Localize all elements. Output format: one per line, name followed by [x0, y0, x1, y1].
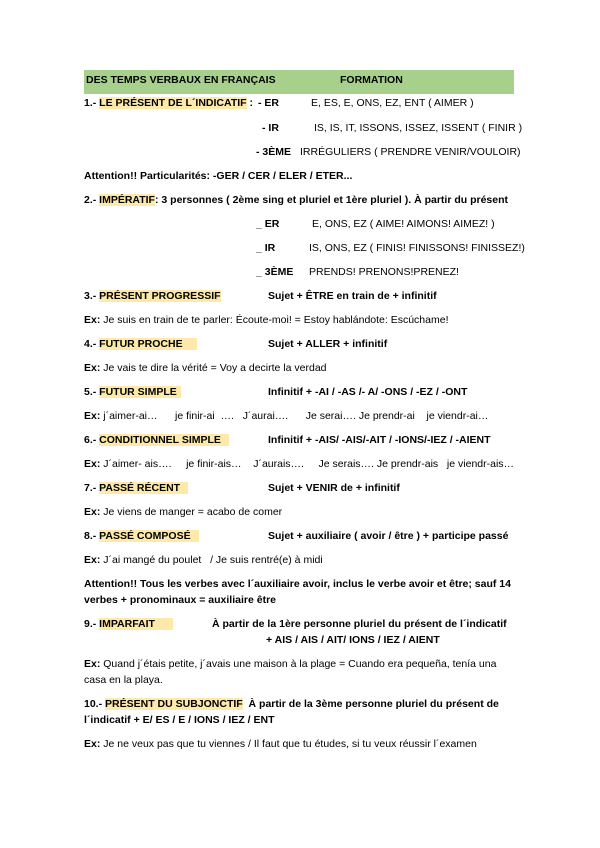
s5-formation: Infinitif + -AI / -AS /- A/ -ONS / -EZ / -ONT: [268, 386, 468, 398]
header-formation: FORMATION: [340, 74, 403, 86]
s1-group-ir: - IR: [262, 122, 279, 134]
s8-attention-line-2: verbes + pronominaux = auxiliaire être: [84, 594, 276, 606]
s9-formation-line-2: + AIS / AIS / AIT/ IONS / IEZ / AIENT: [266, 634, 440, 646]
section-8-heading: 8.- PASSÉ COMPOSÉ: [84, 529, 199, 543]
s9-example-line-2: casa en la playa.: [84, 674, 163, 686]
s2-endings-3eme: PRENDS! PRENONS!PRENEZ!: [309, 266, 459, 278]
section-9-heading: 9.- IMPARFAIT: [84, 617, 173, 631]
section-3-title: PRÉSENT PROGRESSIF: [99, 290, 221, 302]
s6-example: Ex: J´aimer- ais…. je finir-ais… J´aurais…. Je serais…. Je prendr-ais je viendr-ais…: [84, 458, 515, 470]
s2-group-3eme: _ 3ÈME: [256, 266, 294, 278]
section-7-title: PASSÉ RÉCENT: [99, 482, 188, 494]
s4-example: Ex: Je vais te dire la vérité = Voy a decirte la verdad: [84, 362, 327, 374]
section-6-heading: 6.- CONDITIONNEL SIMPLE: [84, 433, 229, 447]
s2-endings-er: E, ONS, EZ ( AIME! AIMONS! AIMEZ! ): [312, 218, 495, 230]
section-10-heading: 10.- PRÉSENT DU SUBJONCTIF À partir de la 3ème personne pluriel du présent de: [84, 698, 499, 710]
s3-example: Ex: Je suis en train de te parler: Écoute-moi! = Estoy hablándote: Escúchame!: [84, 314, 449, 326]
section-1-title: LE PRÉSENT DE L´INDICATIF: [99, 97, 247, 109]
s2-endings-ir: IS, ONS, EZ ( FINIS! FINISSONS! FINISSEZ!): [309, 242, 525, 254]
section-1-heading: 1.- LE PRÉSENT DE L´INDICATIF :: [84, 97, 253, 109]
header-bar: [84, 70, 514, 94]
section-4-title: FUTUR PROCHE: [99, 338, 196, 350]
section-2-heading: 2.- IMPÉRATIF: 3 personnes ( 2ème sing et pluriel et 1ère pluriel ). À partir du présent: [84, 194, 508, 206]
s8-attention-line-1: Attention!! Tous les verbes avec l´auxiliaire avoir, inclus le verbe avoir et être; sauf 14: [84, 578, 511, 590]
s10-formation-line-2: l´indicatif + E/ ES / E / IONS / IEZ / ENT: [84, 714, 275, 726]
s1-endings-er: E, ES, E, ONS, EZ, ENT ( AIMER ): [311, 97, 474, 109]
s3-formation: Sujet + ÊTRE en train de + infinitif: [268, 290, 437, 302]
s7-example: Ex: Je viens de manger = acabo de comer: [84, 506, 283, 518]
section-4-heading: 4.- FUTUR PROCHE: [84, 337, 197, 351]
s1-endings-ir: IS, IS, IT, ISSONS, ISSEZ, ISSENT ( FINIR ): [314, 122, 523, 134]
s2-group-er: _ ER: [256, 218, 280, 230]
s1-group-er: - ER: [258, 97, 279, 109]
section-5-heading: 5.- FUTUR SIMPLE: [84, 385, 181, 399]
section-10-title: PRÉSENT DU SUBJONCTIF: [105, 698, 243, 710]
section-9-title: IMPARFAIT: [99, 618, 173, 630]
section-7-heading: 7.- PASSÉ RÉCENT: [84, 481, 188, 495]
s1-attention: Attention!! Particularités: -GER / CER / ELER / ETER...: [84, 170, 353, 182]
s5-example: Ex: j´aimer-ai… je finir-ai …. J´aurai…. Je serai…. Je prendr-ai je viendr-ai…: [84, 410, 489, 422]
s6-formation: Infinitif + -AIS/ -AIS/-AIT / -IONS/-IEZ / -AIENT: [268, 434, 491, 446]
s9-formation-line-1: À partir de la 1ère personne pluriel du présent de l´indicatif: [212, 618, 507, 630]
section-2-title: IMPÉRATIF: [99, 194, 155, 206]
s4-formation: Sujet + ALLER + infinitif: [268, 338, 388, 350]
section-3-heading: 3.- PRÉSENT PROGRESSIF: [84, 290, 221, 302]
s10-example: Ex: Je ne veux pas que tu viennes / Il faut que tu études, si tu veux réussir l´examen: [84, 738, 477, 750]
s1-group-3eme: - 3ÈME: [256, 146, 292, 158]
s1-endings-3eme: IRRÉGULIERS ( PRENDRE VENIR/VOULOIR): [300, 146, 521, 158]
section-6-title: CONDITIONNEL SIMPLE: [99, 434, 229, 446]
s2-group-ir: _ IR: [256, 242, 276, 254]
s8-formation: Sujet + auxiliaire ( avoir / être ) + participe passé: [268, 530, 509, 542]
s8-example: Ex: J´ai mangé du poulet / Je suis rentré(e) à midi: [84, 554, 323, 566]
section-8-title: PASSÉ COMPOSÉ: [99, 530, 198, 542]
s9-example-line-1: Ex: Quand j´étais petite, j´avais une maison à la plage = Cuando era pequeña, tenía una: [84, 658, 497, 670]
section-5-title: FUTUR SIMPLE: [99, 386, 181, 398]
s7-formation: Sujet + VENIR de + infinitif: [268, 482, 400, 494]
header-title: DES TEMPS VERBAUX EN FRANÇAIS: [86, 74, 276, 86]
